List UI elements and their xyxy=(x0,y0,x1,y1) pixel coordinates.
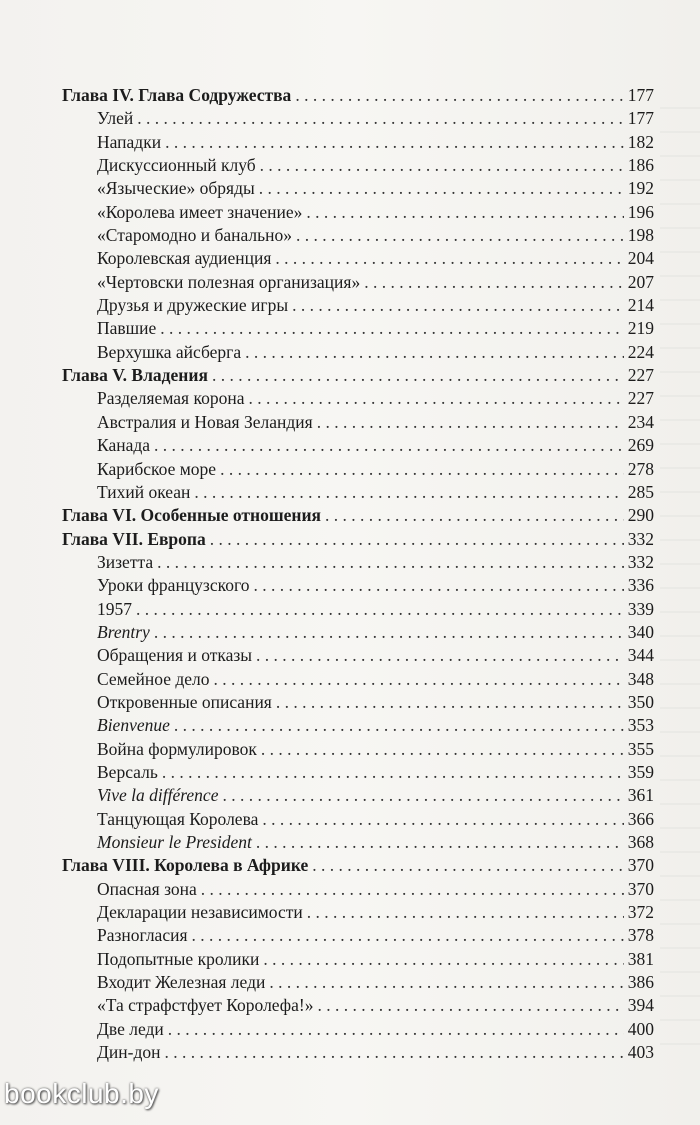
entry-title: Входит Железная леди xyxy=(97,972,266,993)
dot-leader xyxy=(260,154,624,177)
dot-leader xyxy=(165,131,624,154)
entry-title: Откровенные описания xyxy=(97,691,272,712)
dot-leader xyxy=(220,458,624,481)
entry-title: Карибское море xyxy=(97,458,217,479)
entry-title: Опасная зона xyxy=(97,878,197,899)
page-number: 353 xyxy=(627,715,654,736)
page-number: 340 xyxy=(627,621,654,642)
entry-title: Bienvenue xyxy=(97,715,170,736)
dot-leader xyxy=(136,598,624,621)
entry-title: «Королева имеет значение» xyxy=(97,201,303,222)
dot-leader xyxy=(210,528,624,551)
toc-section-entry xyxy=(62,971,654,994)
page-number: 227 xyxy=(627,365,654,386)
page-number: 177 xyxy=(627,108,654,129)
page-number: 348 xyxy=(627,668,654,689)
page-number: 366 xyxy=(627,808,654,829)
toc-section-entry xyxy=(62,177,654,200)
dot-leader xyxy=(222,784,623,807)
dot-leader xyxy=(165,1041,624,1064)
entry-title: Vive la différence xyxy=(97,785,219,806)
page-number: 198 xyxy=(627,225,654,246)
entry-title: «Та страфстфует Королефа!» xyxy=(97,995,314,1016)
toc-section-entry xyxy=(62,598,654,621)
page-number: 336 xyxy=(627,575,654,596)
toc-section-entry xyxy=(62,948,654,971)
entry-title: Monsieur le President xyxy=(97,832,252,852)
entry-title: Павшие xyxy=(97,318,157,339)
toc-section-entry xyxy=(62,994,654,1017)
entry-title: «Языческие» обряды xyxy=(97,178,255,199)
page-number: 332 xyxy=(627,551,654,572)
entry-title: Друзья и дружеские игры xyxy=(97,295,289,316)
entry-title: Уроки французского xyxy=(97,575,250,596)
dot-leader xyxy=(325,504,624,527)
toc-chapter-entry xyxy=(62,854,654,877)
toc-section-entry xyxy=(62,1041,654,1064)
page-number: 339 xyxy=(627,598,654,619)
page-number: 372 xyxy=(627,902,654,923)
page-number: 269 xyxy=(627,435,654,456)
dot-leader xyxy=(194,481,623,504)
entry-title: Улей xyxy=(97,108,134,129)
toc-section-entry xyxy=(62,224,654,247)
toc-section-entry xyxy=(62,271,654,294)
show-through-text xyxy=(660,85,700,1045)
dot-leader xyxy=(276,691,624,714)
page-number: 350 xyxy=(627,691,654,712)
page-number: 196 xyxy=(627,201,654,222)
page-number: 204 xyxy=(627,248,654,269)
toc-section-entry xyxy=(62,154,654,177)
toc-section-entry xyxy=(62,201,654,224)
site-watermark: bookclub.by xyxy=(4,1078,159,1109)
dot-leader xyxy=(137,107,623,130)
dot-leader xyxy=(256,644,624,667)
page-number: 355 xyxy=(627,738,654,759)
toc-section-entry xyxy=(62,247,654,270)
entry-title: Нападки xyxy=(97,131,162,152)
entry-title: Глава V. Владения xyxy=(62,365,208,386)
toc-section-entry xyxy=(62,924,654,947)
entry-title: Обращения и отказы xyxy=(97,645,253,666)
toc-section-entry xyxy=(62,761,654,784)
dot-leader xyxy=(157,551,624,574)
dot-leader xyxy=(317,411,624,434)
page-number: 381 xyxy=(627,948,654,969)
dot-leader xyxy=(168,1018,624,1041)
entry-title: Семейное дело xyxy=(97,668,210,689)
toc-section-entry xyxy=(62,784,654,807)
page-number: 234 xyxy=(627,411,654,432)
entry-title: Австралия и Новая Зеландия xyxy=(97,411,313,432)
dot-leader xyxy=(245,341,624,364)
toc-chapter-entry xyxy=(62,84,654,107)
dot-leader xyxy=(364,271,624,294)
entry-title: 1957 xyxy=(97,598,132,619)
entry-title: Канада xyxy=(97,435,151,456)
toc-section-entry xyxy=(62,317,654,340)
page-number: 332 xyxy=(627,528,654,549)
page-number: 370 xyxy=(627,855,654,876)
page-number: 207 xyxy=(627,271,654,292)
page-number: 285 xyxy=(627,481,654,502)
entry-title: Дин-дон xyxy=(97,1042,161,1063)
entry-title: Глава IV. Глава Содружества xyxy=(62,85,292,105)
dot-leader xyxy=(269,971,623,994)
table-of-contents xyxy=(62,84,654,1064)
entry-title: Глава VI. Особенные отношения xyxy=(62,505,322,526)
toc-section-entry xyxy=(62,131,654,154)
entry-title: Королевская аудиенция xyxy=(97,248,272,269)
page-number: 214 xyxy=(627,295,654,316)
entry-title: Зизетта xyxy=(97,551,154,572)
dot-leader xyxy=(312,854,624,877)
page-number: 403 xyxy=(627,1042,654,1063)
toc-section-entry xyxy=(62,551,654,574)
toc-section-entry xyxy=(62,878,654,901)
toc-section-entry xyxy=(62,294,654,317)
dot-leader xyxy=(275,247,623,270)
entry-title: Декларации независимости xyxy=(97,902,303,923)
entry-title: Brentry xyxy=(97,621,150,642)
entry-title: Танцующая Королева xyxy=(97,808,259,829)
dot-leader xyxy=(253,574,623,597)
dot-leader xyxy=(154,621,624,644)
toc-section-entry xyxy=(62,107,654,130)
dot-leader xyxy=(317,994,623,1017)
page-number: 394 xyxy=(627,995,654,1016)
toc-section-entry xyxy=(62,691,654,714)
toc-chapter-entry xyxy=(62,528,654,551)
entry-title: Глава VIII. Королева в Африке xyxy=(62,855,309,876)
dot-leader xyxy=(154,434,624,457)
toc-chapter-entry xyxy=(62,364,654,387)
entry-title: Война формулировок xyxy=(97,738,257,759)
dot-leader xyxy=(292,294,624,317)
toc-section-entry xyxy=(62,341,654,364)
dot-leader xyxy=(201,878,624,901)
dot-leader xyxy=(295,84,623,107)
toc-section-entry xyxy=(62,1018,654,1041)
dot-leader xyxy=(263,948,623,971)
page-number: 400 xyxy=(627,1018,654,1039)
toc-section-entry xyxy=(62,411,654,434)
dot-leader xyxy=(306,201,623,224)
toc-section-entry xyxy=(62,714,654,737)
dot-leader xyxy=(162,761,624,784)
entry-title: Версаль xyxy=(97,761,158,782)
dot-leader xyxy=(174,714,624,737)
page-number: 227 xyxy=(627,388,654,409)
entry-title: Глава VII. Европа xyxy=(62,528,206,549)
entry-title: «Старомодно и банально» xyxy=(97,225,292,246)
page-number: 177 xyxy=(627,85,654,105)
page-number: 186 xyxy=(627,155,654,176)
toc-section-entry xyxy=(62,668,654,691)
toc-section-entry xyxy=(62,387,654,410)
dot-leader xyxy=(296,224,624,247)
page-number: 192 xyxy=(627,178,654,199)
page-number: 361 xyxy=(627,785,654,806)
page-number: 344 xyxy=(627,645,654,666)
page-number: 368 xyxy=(627,832,654,852)
toc-section-entry xyxy=(62,621,654,644)
entry-title: Две леди xyxy=(97,1018,164,1039)
entry-title: Разногласия xyxy=(97,925,188,946)
dot-leader xyxy=(261,738,624,761)
dot-leader xyxy=(214,668,624,691)
toc-section-entry xyxy=(62,831,654,854)
page-number: 219 xyxy=(627,318,654,339)
dot-leader xyxy=(259,177,624,200)
entry-title: Верхушка айсберга xyxy=(97,341,242,362)
toc-section-entry xyxy=(62,644,654,667)
page-number: 290 xyxy=(627,505,654,526)
toc-section-entry xyxy=(62,434,654,457)
entry-title: Подопытные кролики xyxy=(97,948,260,969)
entry-title: Тихий океан xyxy=(97,481,191,502)
toc-section-entry xyxy=(62,574,654,597)
dot-leader xyxy=(248,387,623,410)
dot-leader xyxy=(262,808,623,831)
page-number: 378 xyxy=(627,925,654,946)
toc-section-entry xyxy=(62,808,654,831)
page-number: 370 xyxy=(627,878,654,899)
page-number: 224 xyxy=(627,341,654,362)
dot-leader xyxy=(212,364,624,387)
entry-title: Дискуссионный клуб xyxy=(97,155,256,176)
dot-leader xyxy=(160,317,623,340)
dot-leader xyxy=(307,901,624,924)
page-number: 386 xyxy=(627,972,654,993)
toc-section-entry xyxy=(62,738,654,761)
toc-chapter-entry xyxy=(62,504,654,527)
dot-leader xyxy=(192,924,624,947)
entry-title: Разделяемая корона xyxy=(97,388,245,409)
toc-section-entry xyxy=(62,901,654,924)
page-number: 278 xyxy=(627,458,654,479)
dot-leader xyxy=(256,831,624,854)
entry-title: «Чертовски полезная организация» xyxy=(97,271,361,292)
toc-section-entry xyxy=(62,481,654,504)
page-number: 359 xyxy=(627,761,654,782)
toc-section-entry xyxy=(62,458,654,481)
page-number: 182 xyxy=(627,131,654,152)
